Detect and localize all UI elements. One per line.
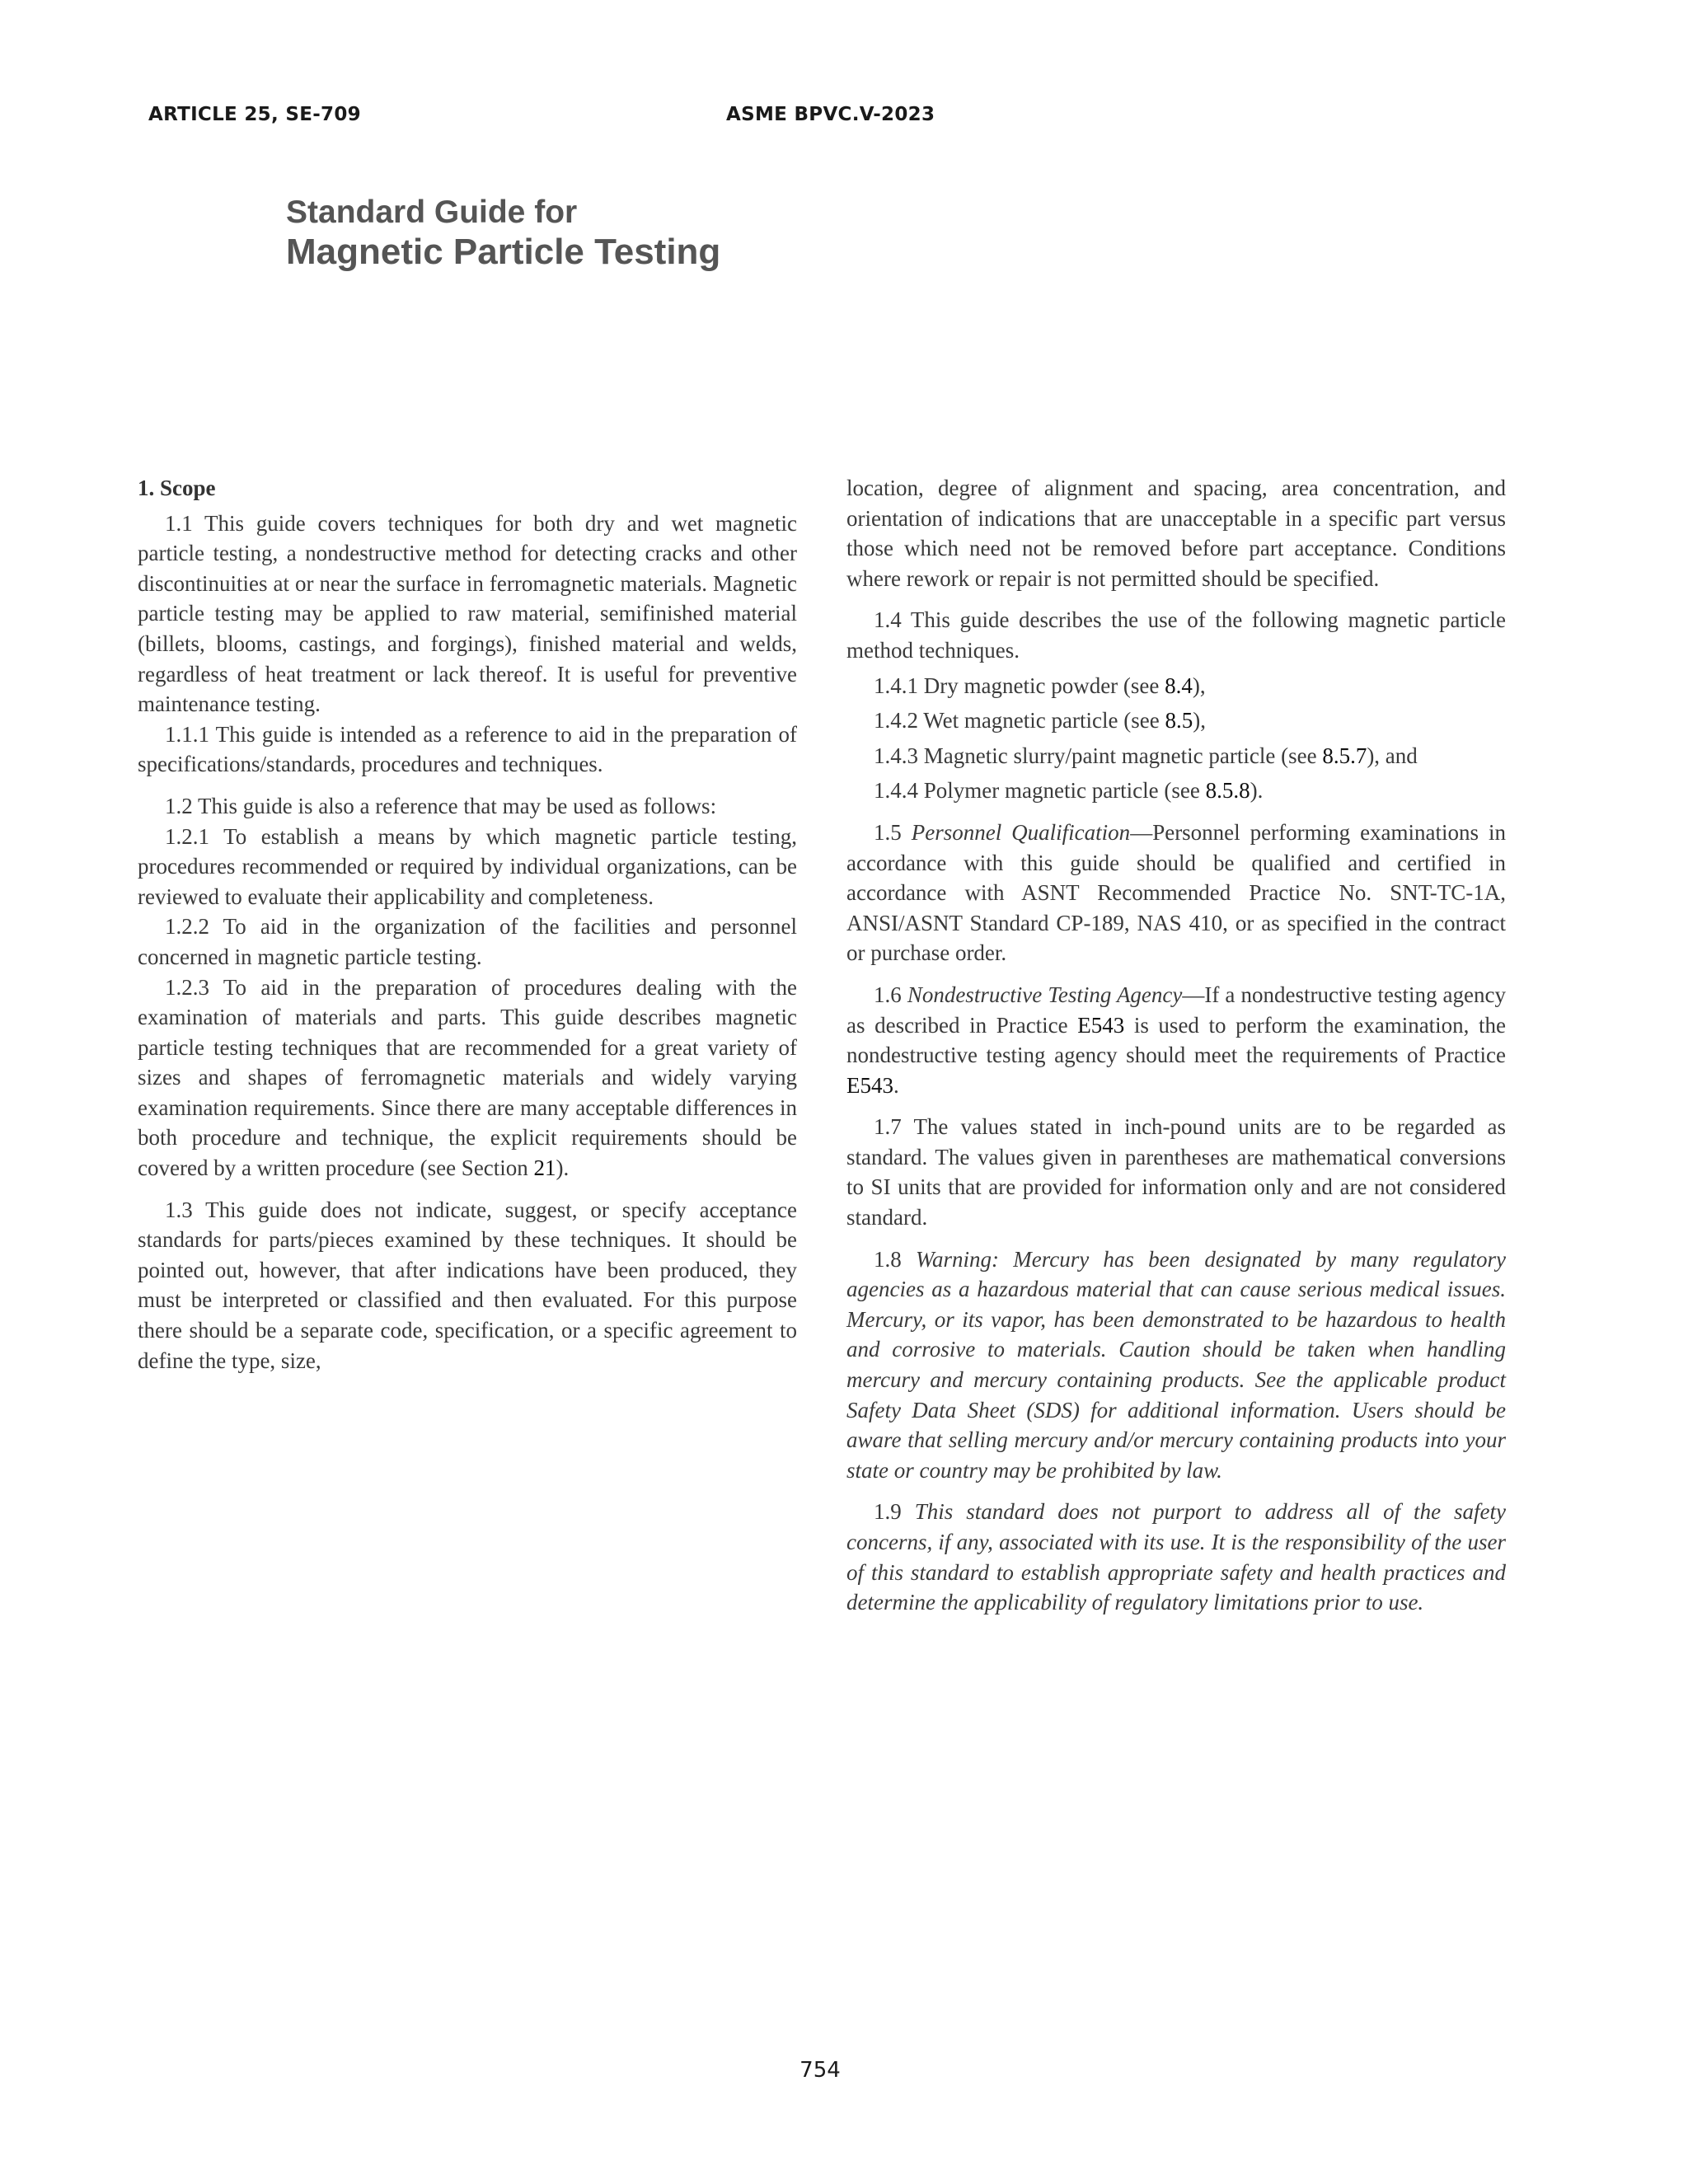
- paragraph-1-5-title: Personnel Qualification: [911, 819, 1131, 845]
- section-21-link[interactable]: 21: [533, 1155, 556, 1181]
- paragraph-1-4-4: [846, 776, 1506, 806]
- paragraph-1-2-3-end: ).: [556, 1155, 570, 1181]
- paragraph-1-4-1: [846, 671, 1506, 701]
- section-8-5-8-link[interactable]: 8.5.8: [1205, 778, 1250, 804]
- document-title-line-2: Magnetic Particle Testing: [286, 232, 721, 272]
- paragraph-1-6: [846, 980, 1506, 1100]
- paragraph-1-2-1: 1.2.1 To establish a means by which magnetic particle testing, procedures recommended or required by individual organizations, can be reviewed to evaluate their applicability and completeness.: [138, 823, 797, 909]
- practice-e543-link[interactable]: E543: [1077, 1012, 1125, 1038]
- paragraph-1-6-end: .: [893, 1072, 899, 1098]
- document-title-line-1: Standard Guide for: [286, 194, 578, 230]
- paragraph-1-6-text-2: is used to perform the examination, the nondestructive testing agency should meet the requirements of Practice: [846, 1012, 1507, 1068]
- paragraph-1-3: 1.3 This guide does not indicate, suggest, or specify acceptance standards for parts/pieces examined by these techniques. It should be pointed out, however, that after indications have been produced, they must be interpreted or classified and then evaluated. For this purpose there should be a separate code, specification, or a specific agreement to define the type, size,: [138, 1197, 797, 1373]
- practice-e543-link-2[interactable]: E543: [846, 1072, 893, 1098]
- running-header-article: ARTICLE 25, SE-709: [148, 104, 361, 125]
- paragraph-1-1: 1.1 This guide covers techniques for both dry and wet magnetic particle testing, a nondestructive method for detecting cracks and other discontinuities at or near the surface in ferromagnetic materials. Magnetic particle testing may be applied to raw material, semifinished material (billets, blooms, castings, and forgings), finished material and welds, regardless of heat treatment or lack thereof. It is useful for preventive maintenance testing.: [138, 510, 797, 717]
- page-number: 754: [799, 2058, 841, 2083]
- paragraph-1-7: 1.7 The values stated in inch-pound units are to be regarded as standard. The values given in parentheses are mathematical conversions to SI units that are provided for information only and are not considered standard.: [846, 1114, 1506, 1230]
- paragraph-1-2-3-text: 1.2.3 To aid in the preparation of procedures dealing with the examination of materials and parts. This guide describes magnetic particle testing techniques that are recommended for a great variety of sizes and shapes of ferromagnetic materials and widely varying examination requirements. Since there are many acceptable differences in both procedure and technique, the explicit requirements should be covered by a written procedure (see Section: [138, 974, 797, 1181]
- left-column: [138, 473, 797, 1376]
- paragraph-1-6-number: 1.6: [874, 982, 907, 1007]
- paragraph-1-3-continued: location, degree of alignment and spacing, area concentration, and orientation of indications that are unacceptable in a specific part versus those which need not be removed before part acceptance. Conditions where rework or repair is not permitted should be specified.: [846, 476, 1506, 591]
- paragraph-1-9-text: This standard does not purport to address all of the safety concerns, if any, associated with its use. It is the responsibility of the user of this standard to establish appropriate safety and health practices and determine the applicability of regulatory limitations prior to use.: [846, 1499, 1506, 1615]
- paragraph-1-2: 1.2 This guide is also a reference that may be used as follows:: [165, 793, 717, 818]
- running-header-code: ASME BPVC.V-2023: [726, 104, 935, 125]
- paragraph-1-4-2-text: 1.4.2 Wet magnetic particle (see: [874, 708, 1165, 733]
- paragraph-1-4-1-end: ),: [1192, 673, 1206, 698]
- paragraph-1-5-number: 1.5: [874, 819, 912, 845]
- paragraph-1-9: [846, 1497, 1506, 1617]
- paragraph-1-4-2: [846, 705, 1506, 736]
- paragraph-1-4-4-text: 1.4.4 Polymer magnetic particle (see: [874, 778, 1206, 804]
- paragraph-1-4-4-end: ).: [1250, 778, 1264, 804]
- paragraph-1-6-title: Nondestructive Testing Agency: [907, 982, 1183, 1007]
- paragraph-1-8-number: 1.8: [874, 1246, 916, 1272]
- paragraph-1-4-1-text: 1.4.1 Dry magnetic powder (see: [874, 673, 1165, 698]
- right-column: [846, 473, 1506, 1618]
- paragraph-1-8-warning: Warning: Mercury has been designated by many regulatory agencies as a hazardous material that can cause serious medical issues. Mercury, or its vapor, has been demonstrated to be hazardous to health and corrosive to materials. Caution should be taken when handling mercury and mercury containing products. See the applicable product Safety Data Sheet (SDS) for additional information. Users should be aware that selling mercury and/or mercury containing products into your state or country may be prohibited by law.: [846, 1246, 1506, 1483]
- paragraph-1-6-text: —If a nondestructive testing agency as described in Practice: [846, 982, 1506, 1038]
- paragraph-1-5-text: —Personnel performing examinations in accordance with this guide should be qualified and certified in accordance with ASNT Recommended Practice No. SNT-TC-1A, ANSI/ASNT Standard CP-189, NAS 410, or as specified in the contract or purchase order.: [846, 819, 1507, 966]
- paragraph-1-4-3-end: ), and: [1367, 743, 1418, 768]
- paragraph-1-4-2-end: ),: [1193, 708, 1206, 733]
- section-8-5-link[interactable]: 8.5: [1165, 708, 1193, 733]
- section-heading-scope: 1. Scope: [138, 476, 216, 500]
- paragraph-1-2-2: 1.2.2 To aid in the organization of the facilities and personnel concerned in magnetic particle testing.: [138, 914, 797, 969]
- section-8-4-link[interactable]: 8.4: [1165, 673, 1193, 698]
- paragraph-1-2-3: [138, 972, 797, 1183]
- paragraph-1-4-3: [846, 741, 1506, 771]
- paragraph-1-1-1: 1.1.1 This guide is intended as a reference to aid in the preparation of specifications/standards, procedures and techniques.: [138, 721, 797, 777]
- paragraph-1-8: [846, 1244, 1506, 1486]
- paragraph-1-9-number: 1.9: [874, 1499, 915, 1525]
- paragraph-1-4: 1.4 This guide describes the use of the following magnetic particle method techniques.: [846, 607, 1506, 663]
- paragraph-1-4-3-text: 1.4.3 Magnetic slurry/paint magnetic particle (see: [874, 743, 1323, 768]
- paragraph-1-5: [846, 818, 1506, 968]
- section-8-5-7-link[interactable]: 8.5.7: [1322, 743, 1367, 768]
